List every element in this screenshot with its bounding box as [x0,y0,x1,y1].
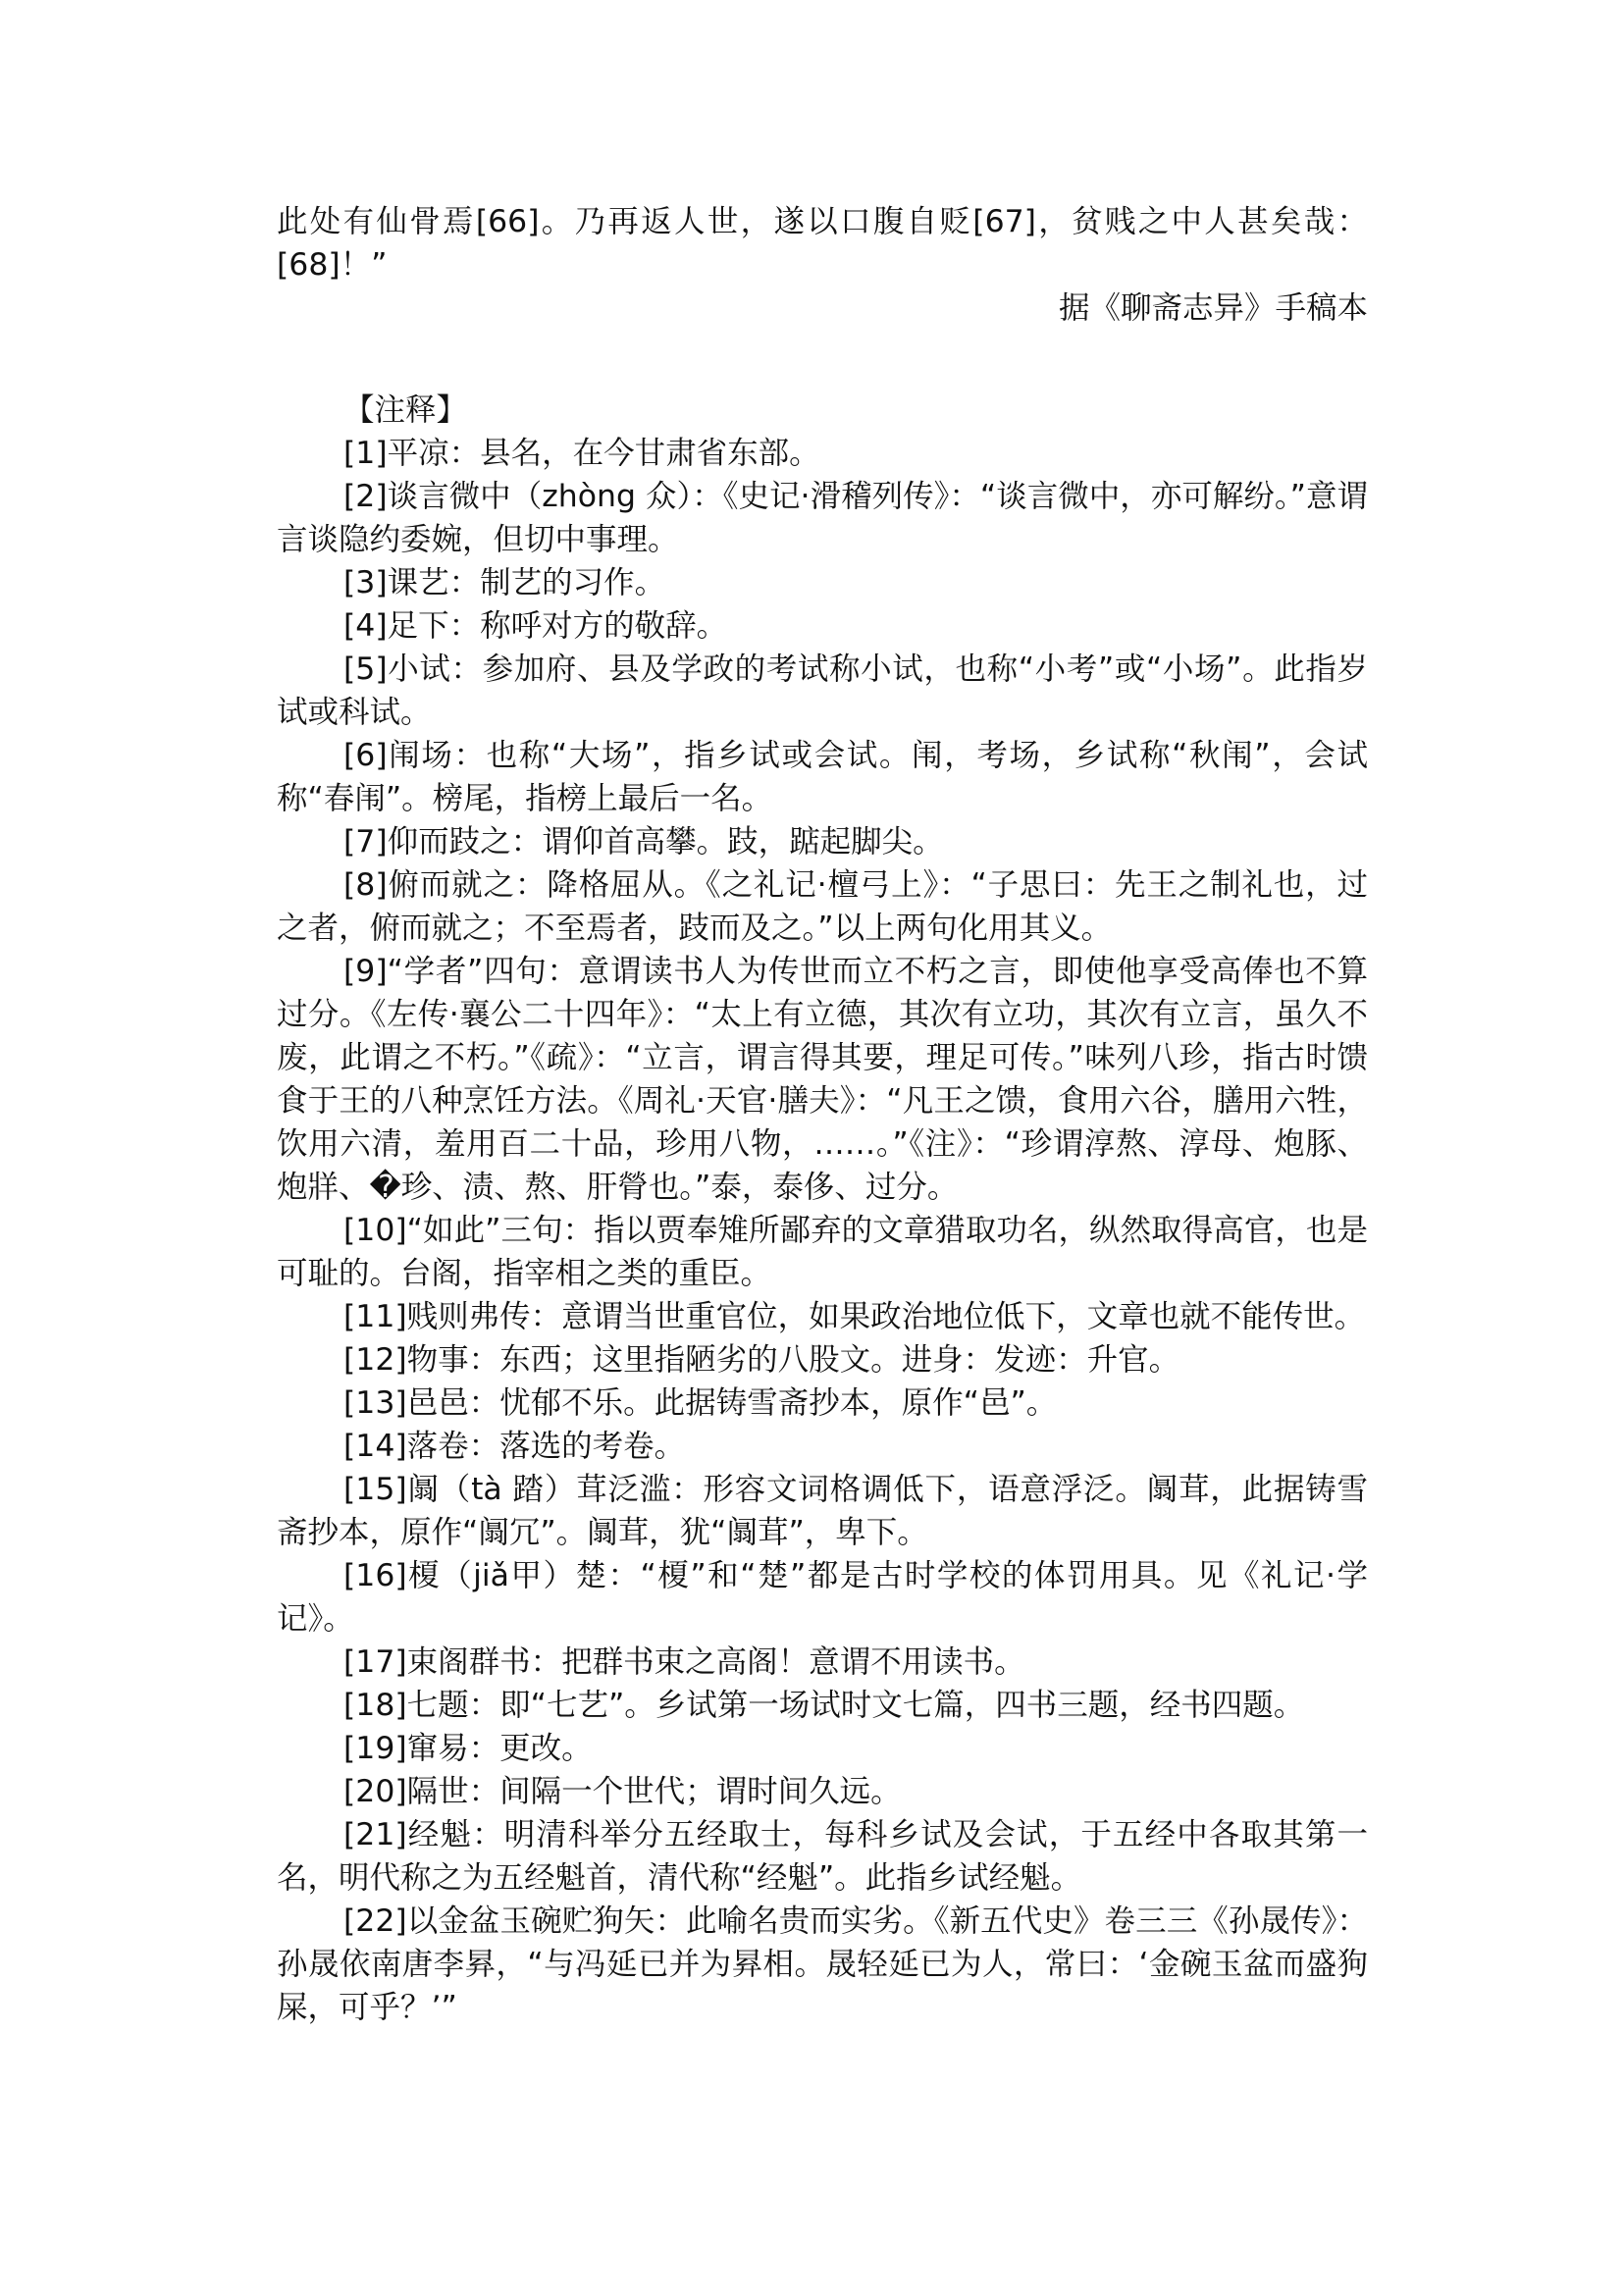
note-item: [6]闱场：也称“大场”，指乡试或会试。闱，考场，乡试称“秋闱”，会试称“春闱”。榜尾，指榜上最后一名。 [277,738,1368,816]
note-item: [22]以金盆玉碗贮狗矢：此喻名贵而实劣。《新五代史》卷三三《孙晟传》：孙晟依南唐李昪，“与冯延已并为昪相。晟轻延已为人，常曰：‘金碗玉盆而盛狗屎，可乎？’” [277,1903,1368,2025]
body-paragraph: 此处有仙骨焉[66]。乃再返人世，遂以口腹自贬[67]，贫贱之中人甚矣哉：[68]！” [277,204,1368,283]
document-page [277,200,1368,2029]
note-item: [9]“学者”四句：意谓读书人为传世而立不朽之言，即使他享受高俸也不算过分。《左传·襄公二十四年》：“太上有立德，其次有立功，其次有立言，虽久不废，此谓之不朽。”《疏》：“立言，谓言得其要，理足可传。”味列八珍，指古时馈食于王的八种烹饪方法。《周礼·天官·膳夫》：“凡王之馈，食用六谷，膳用六牲，饮用六清，羞用百二十品，珍用八物，……。”《注》：“珍谓淳熬、淳母、炮豚、炮牂、�珍、渍、熬、肝膋也。”泰，泰侈、过分。 [277,954,1368,1205]
source-citation: 据《聊斋志异》手稿本 [1058,290,1368,326]
note-item: [8]俯而就之：降格屈从。《之礼记·檀弓上》：“子思曰：先王之制礼也，过之者，俯而就之；不至焉者，跂而及之。”以上两句化用其义。 [277,867,1368,946]
note-item: [21]经魁：明清科举分五经取士，每科乡试及会试，于五经中各取其第一名，明代称之为五经魁首，清代称“经魁”。此指乡试经魁。 [277,1817,1368,1896]
note-item: [12]物事：东西；这里指陋劣的八股文。进身：发迹：升官。 [343,1342,1180,1378]
note-item: [20]隔世：间隔一个世代；谓时间久远。 [343,1774,902,1809]
notes-list [277,432,1368,2029]
note-item: [5]小试：参加府、县及学政的考试称小试，也称“小考”或“小场”。此指岁试或科试。 [277,652,1368,730]
body-text [277,200,1368,287]
note-item: [16]榎（jiǎ甲）楚：“榎”和“楚”都是古时学校的体罚用具。见《礼记·学记》。 [277,1558,1368,1637]
note-item: [18]七题：即“七艺”。乡试第一场试时文七篇，四书三题，经书四题。 [343,1688,1305,1723]
note-item: [3]课艺：制艺的习作。 [343,565,666,600]
notes-heading: 【注释】 [343,392,468,428]
note-item: [4]足下：称呼对方的敬辞。 [343,608,728,644]
note-item: [19]窜易：更改。 [343,1731,593,1766]
note-item: [10]“如此”三句：指以贾奉雉所鄙弃的文章猎取功名，纵然取得高官，也是可耻的。台阁，指宰相之类的重臣。 [277,1213,1368,1291]
note-item: [1]平凉：县名，在今甘肃省东部。 [343,436,820,471]
note-item: [17]束阁群书：把群书束之高阁！意谓不用读书。 [343,1644,1025,1680]
note-item: [13]邑邑：忧郁不乐。此据铸雪斋抄本，原作“邑”。 [343,1385,1058,1421]
note-item: [2]谈言微中（zhòng 众）：《史记·滑稽列传》：“谈言微中，亦可解纷。”意谓言谈隐约委婉，但切中事理。 [277,479,1368,557]
note-item: [14]落卷：落选的考卷。 [343,1429,686,1464]
note-item: [15]阘（tà 踏）茸泛滥：形容文词格调低下，语意浮泛。阘茸，此据铸雪斋抄本，原作“阘冗”。阘茸，犹“阘茸”，卑下。 [277,1472,1368,1550]
note-item: [7]仰而跂之：谓仰首高攀。跂，踮起脚尖。 [343,824,944,860]
note-item: [11]贱则弗传：意谓当世重官位，如果政治地位低下，文章也就不能传世。 [343,1299,1366,1334]
